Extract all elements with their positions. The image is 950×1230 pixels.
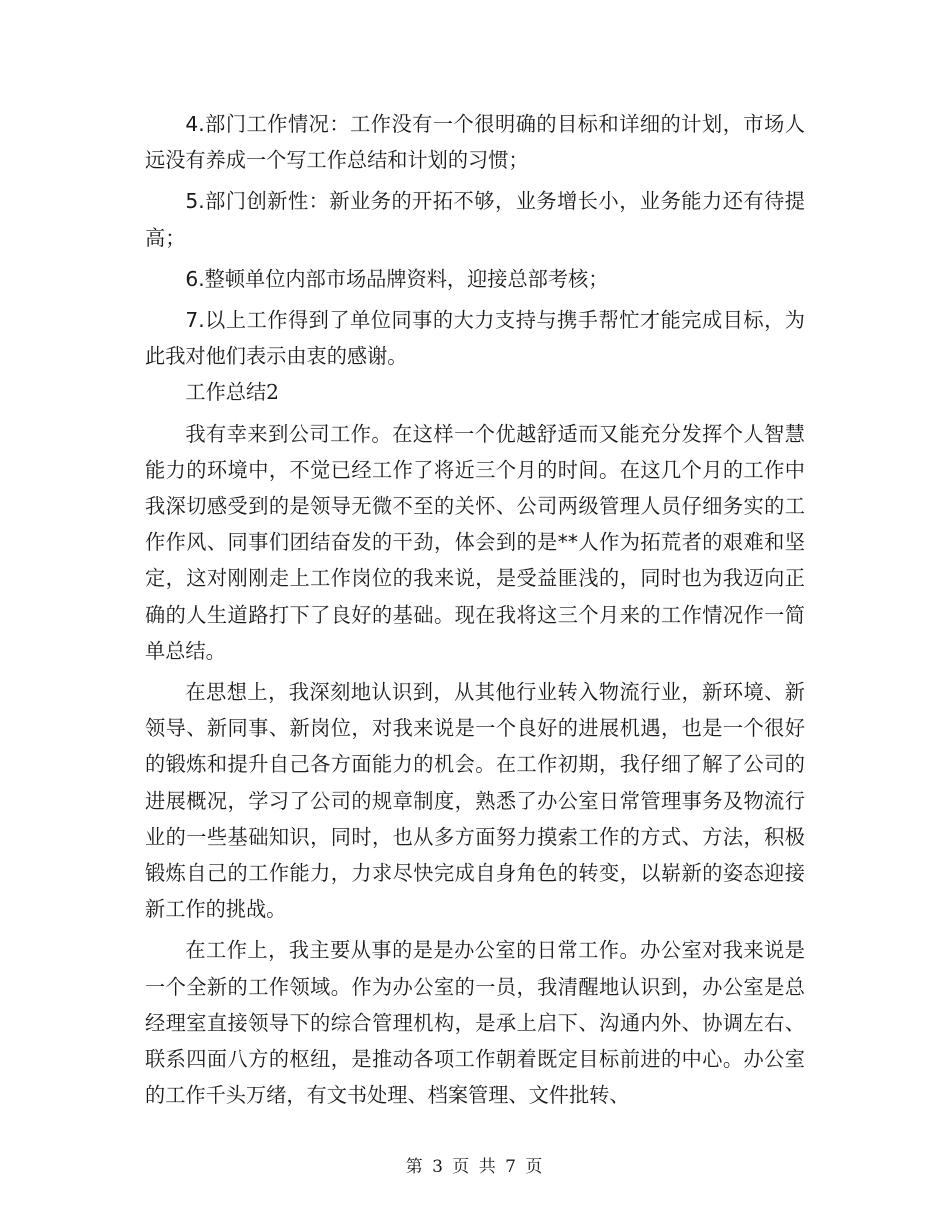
paragraph-work: 在工作上，我主要从事的是是办公室的日常工作。办公室对我来说是一个全新的工作领域。作为办公室的一员，我清醒地认识到，办公室是总经理室直接领导下的综合管理机构，是承上启下、沟通内外、协调左右、联系四面八方的枢纽，是推动各项工作朝着既定目标前进的中心。办公室的工作千头万绪，有文书处理、档案管理、文件批转、 [145, 938, 805, 1108]
section-heading: 工作总结2 [185, 380, 279, 405]
paragraph-item-5: 5.部门创新性：新业务的开拓不够，业务增长小，业务能力还有待提高； [145, 189, 805, 250]
page-number-footer: 第 3 页 共 7 页 [405, 1157, 545, 1177]
paragraph-item-6: 6.整顿单位内部市场品牌资料，迎接总部考核； [185, 266, 609, 291]
paragraph-intro: 我有幸来到公司工作。在这样一个优越舒适而又能充分发挥个人智慧能力的环境中，不觉已经工作了将近三个月的时间。在这几个月的工作中我深切感受到的是领导无微不至的关怀、公司两级管理人员仔细务实的工作作风、同事们团结奋发的干劲，体会到的是**人作为拓荒者的艰难和坚定，这对刚刚走上工作岗位的我来说，是受益匪浅的，同时也为我迈向正确的人生道路打下了良好的基础。现在我将这三个月来的工作情况作一简单总结。 [145, 421, 805, 663]
paragraph-thinking: 在思想上，我深刻地认识到，从其他行业转入物流行业，新环境、新领导、新同事、新岗位，对我来说是一个良好的进展机遇，也是一个很好的锻炼和提升自己各方面能力的机会。在工作初期，我仔细了解了公司的进展概况，学习了公司的规章制度，熟悉了办公室日常管理事务及物流行业的一些基础知识，同时，也从多方面努力摸索工作的方式、方法，积极锻炼自己的工作能力，力求尽快完成自身角色的转变，以崭新的姿态迎接新工作的挑战。 [145, 680, 805, 922]
paragraph-item-7: 7.以上工作得到了单位同事的大力支持与携手帮忙才能完成目标，为此我对他们表示由衷的感谢。 [145, 308, 805, 369]
document-body [145, 106, 805, 1113]
paragraph-item-4: 4.部门工作情况：工作没有一个很明确的目标和详细的计划，市场人远没有养成一个写工作总结和计划的习惯； [145, 112, 805, 173]
